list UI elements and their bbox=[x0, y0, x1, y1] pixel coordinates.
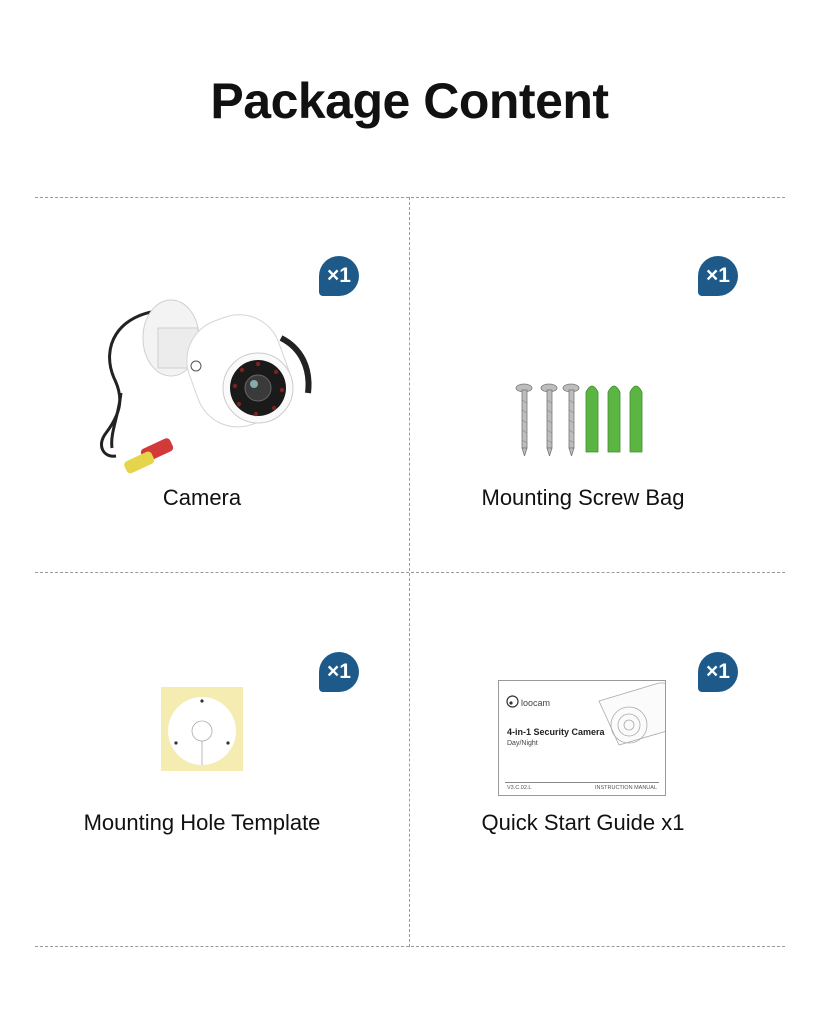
manual-image bbox=[498, 680, 666, 796]
loocam-logo-icon bbox=[506, 695, 519, 708]
manual-subtitle: Day/Night bbox=[507, 740, 538, 747]
divider-middle bbox=[35, 572, 785, 573]
divider-top bbox=[35, 197, 785, 198]
quantity-badge: ×1 bbox=[319, 652, 359, 692]
template-image bbox=[161, 687, 243, 771]
divider-bottom bbox=[35, 946, 785, 947]
screws-image bbox=[512, 380, 662, 456]
camera-image bbox=[96, 298, 318, 488]
manual-brand: loocam bbox=[521, 698, 551, 708]
page-title: Package Content bbox=[210, 73, 609, 129]
manual-type: INSTRUCTION MANUAL bbox=[594, 785, 657, 791]
quantity-badge: ×1 bbox=[698, 652, 738, 692]
manual-camera-illustration bbox=[589, 681, 666, 771]
quantity-badge: ×1 bbox=[319, 256, 359, 296]
item-label: Mounting Hole Template bbox=[83, 810, 321, 835]
item-label: Camera bbox=[162, 485, 242, 510]
manual-footer-line bbox=[505, 782, 659, 783]
item-label: Mounting Screw Bag bbox=[481, 485, 685, 510]
manual-title: 4-in-1 Security Camera bbox=[507, 727, 605, 737]
item-label: Quick Start Guide x1 bbox=[481, 810, 685, 835]
manual-version: V3.C.02.L bbox=[507, 785, 532, 791]
quantity-badge: ×1 bbox=[698, 256, 738, 296]
